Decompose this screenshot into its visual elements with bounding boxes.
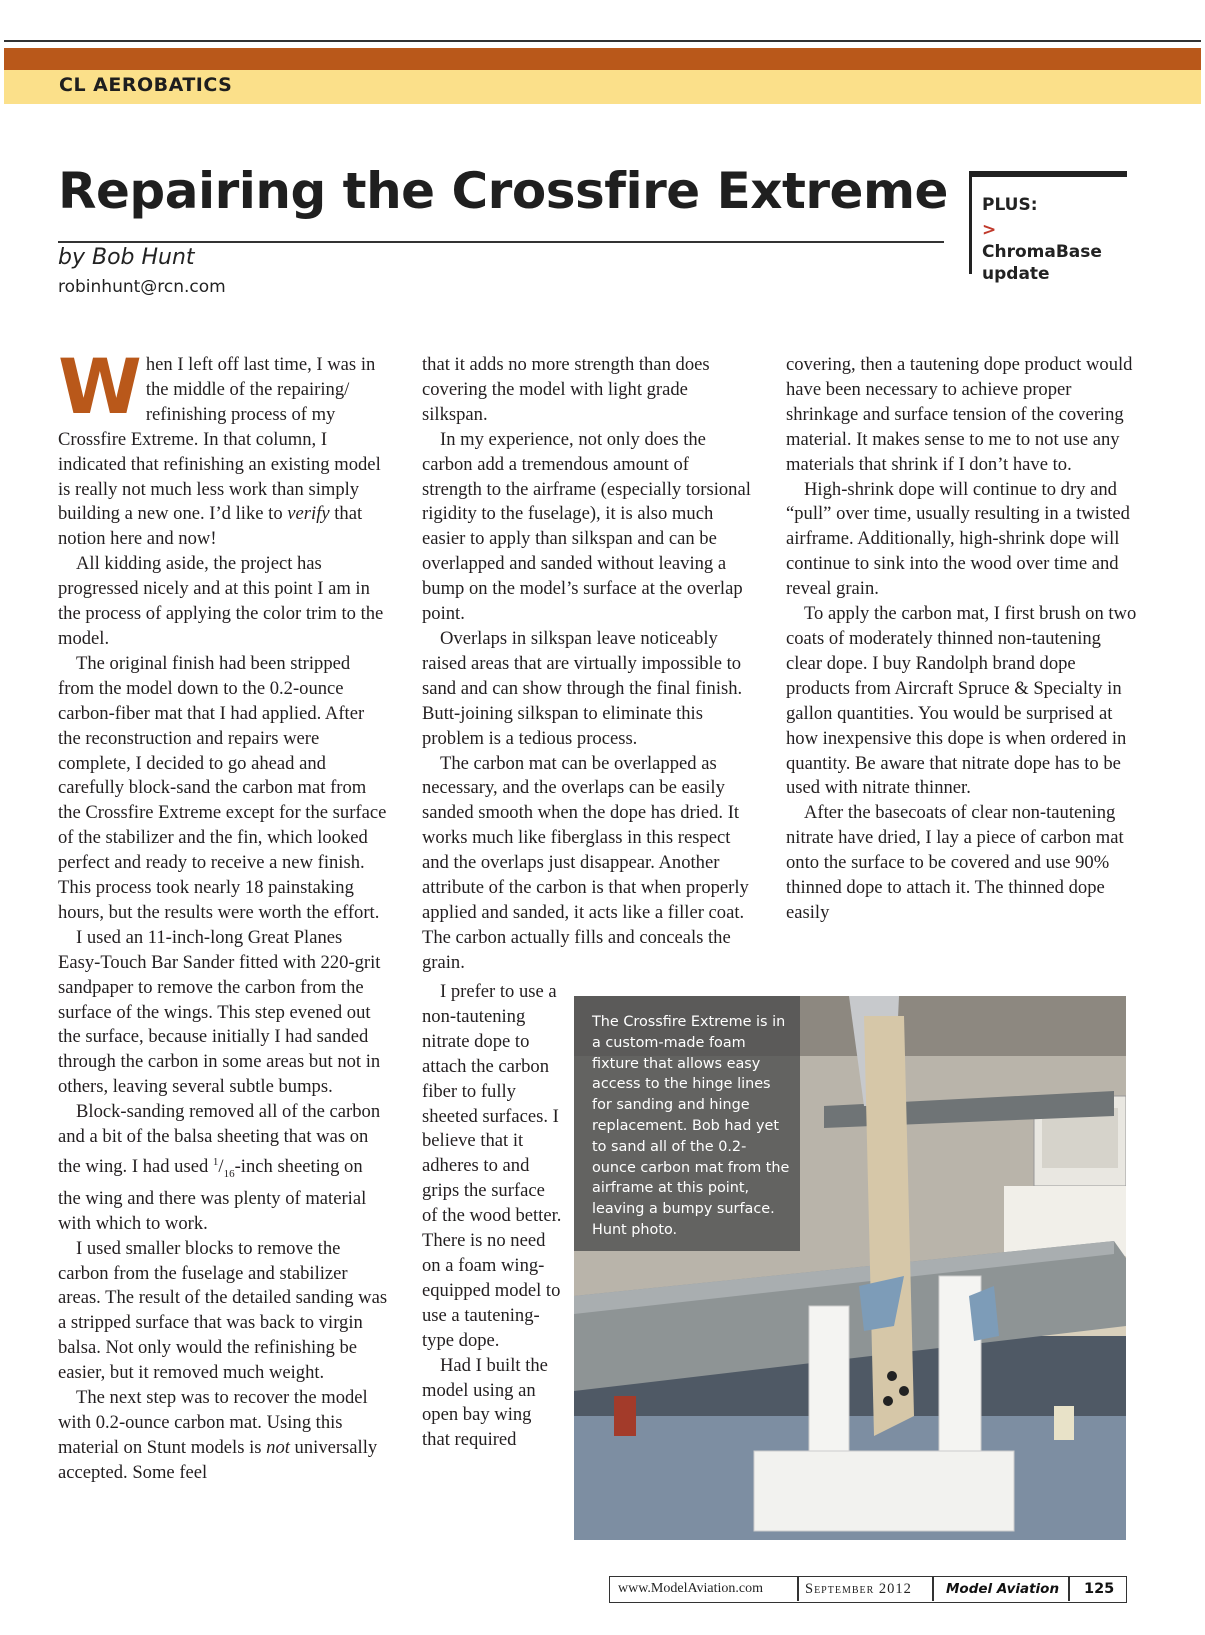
- paragraph: that it adds no more strength than does covering the model with light grade silkspan.: [422, 354, 710, 425]
- paragraph: In my experience, not only does the carbon add a tremendous amount of strength to the airframe (especially torsional rigidity to the fuselage), it is also much easier to apply than silkspan and can be overlapped and sanded without leaving a bump on the model’s surface at the overlap point.: [422, 428, 751, 625]
- plus-item-label: ChromaBase update: [982, 242, 1102, 284]
- article-column-2-narrow: [422, 980, 562, 1453]
- paragraph: I used smaller blocks to remove the carbon from the fuselage and stabilizer areas. The result of the detailed sanding was a stripped surface that was back to virgin balsa. Not only would the refinishing be easier, but it removed much weight.: [58, 1237, 388, 1384]
- section-label: CL AEROBATICS: [59, 74, 233, 96]
- paragraph: To apply the carbon mat, I first brush on two coats of moderately thinned non-tautening clear dope. I buy Randolph brand dope products from Aircraft Spruce & Specialty in gallon quantities. You would be surprised at how inexpensive this dope is when ordered in quantity. Be aware that nitrate dope has to be used with nitrate thinner.: [786, 603, 1137, 799]
- paragraph: Overlaps in silkspan leave noticeably raised areas that are virtually impossible to sand and can show through the final finish. Butt-joining silkspan to eliminate this problem is a tedious process.: [422, 627, 743, 749]
- article-photo: [574, 996, 1126, 1540]
- top-rule: [4, 40, 1201, 42]
- article-column-1: [58, 342, 388, 1486]
- footer-url[interactable]: www.ModelAviation.com: [618, 1581, 764, 1596]
- article-column-2: [422, 353, 752, 976]
- paragraph: All kidding aside, the project has progressed nicely and at this point I am in the process of applying the color trim to the model.: [58, 553, 384, 649]
- section-band-orange: [4, 48, 1201, 70]
- drop-cap: W: [58, 342, 142, 431]
- plus-title: PLUS:: [982, 195, 1038, 215]
- article-column-3: [786, 353, 1138, 926]
- plus-arrow-icon: >: [982, 220, 997, 240]
- paragraph: covering, then a tautening dope product would have been necessary to achieve proper shrinkage and surface tension of the covering material. It makes sense to me to not use any materials that shrink if I don’t have to.: [786, 354, 1133, 475]
- paragraph: Had I built the model using an open bay wing that required: [422, 1354, 548, 1451]
- paragraph: The carbon mat can be overlapped as necessary, and the overlaps can be easily sanded smooth when the dope has dried. It works much like fiberglass in this respect and the overlaps just disappear. Another attribute of the carbon is that when properly applied and sanded, it acts like a filler coat. The carbon actually fills and conceals the grain.: [422, 752, 749, 973]
- article-title: Repairing the Crossfire Extreme: [58, 162, 948, 220]
- photo-foam-post-left: [809, 1306, 849, 1456]
- byline: by Bob Hunt: [58, 245, 195, 270]
- title-rule: [58, 241, 944, 243]
- footer-date: September 2012: [805, 1581, 912, 1597]
- paragraph: After the basecoats of clear non-tautening nitrate have dried, I lay a piece of carbon mat onto the surface to be covered and use 90% thinned dope to attach it. The thinned dope easily: [786, 802, 1124, 923]
- photo-foam-base: [754, 1451, 1014, 1531]
- author-email[interactable]: robinhunt@rcn.com: [58, 277, 226, 297]
- paragraph: High-shrink dope will continue to dry and “pull” over time, usually resulting in a twisted airframe. Additionally, high-shrink dope will continue to sink into the wood over time and reveal grain.: [786, 478, 1130, 600]
- footer-divider: [932, 1577, 934, 1601]
- paragraph: I prefer to use a non-tautening nitrate dope to attach the carbon fiber to fully sheeted surfaces. I believe that it adheres to and grips the surface of the wood better. There is no need on a foam wing-equipped model to use a tautening-type dope.: [422, 981, 562, 1351]
- paragraph: The original finish had been stripped from the model down to the 0.2-ounce carbon-fiber mat that I had applied. After the reconstruction and repairs were complete, I decided to go ahead and carefully block-sand the carbon mat from the Crossfire Extreme except for the surface of the stabilizer and the fin, which looked perfect and ready to receive a new finish. This process took nearly 18 painstaking hours, but the results were worth the effort.: [58, 652, 387, 923]
- footer-magazine: Model Aviation: [946, 1581, 1060, 1597]
- photo-caption: The Crossfire Extreme is in a custom-made foam fixture that allows easy access to the hinge lines for sanding and hinge replacement. Bob had yet to sand all of the 0.2-ounce carbon mat from the airframe at this point, leaving a bumpy surface. Hunt photo.: [574, 996, 800, 1251]
- paragraph: Block-sanding removed all of the carbon and a bit of the balsa sheeting that was on the wing. I had used $^1/_{16}$-inch sheeting on the wing and there was plenty of material with which to work.: [58, 1101, 381, 1234]
- paragraph: I used an 11-inch-long Great Planes Easy-Touch Bar Sander fitted with 220-grit sandpaper to remove the carbon from the surface of the wings. This step evened out the surface, because initially I had sanded through the carbon in some areas but not in others, leaving several subtle bumps.: [58, 926, 381, 1098]
- footer-divider: [797, 1577, 799, 1601]
- page-footer: [609, 1576, 1127, 1603]
- footer-divider: [1068, 1577, 1070, 1601]
- paragraph: The next step was to recover the model with 0.2-ounce carbon mat. Using this material on Stunt models is not universally accepted. Some feel: [58, 1387, 378, 1483]
- plus-item[interactable]: [982, 219, 1122, 285]
- page-number: 125: [1084, 1581, 1115, 1597]
- plus-sidebar: [969, 171, 1127, 284]
- paragraph: When I left off last time, I was in the middle of the repairing/ refinishing process of my Crossfire Extreme. In that column, I indicated that refinishing an existing model is really not much less work than simply building a new one. I’d like to verify that notion here and now!: [58, 342, 381, 550]
